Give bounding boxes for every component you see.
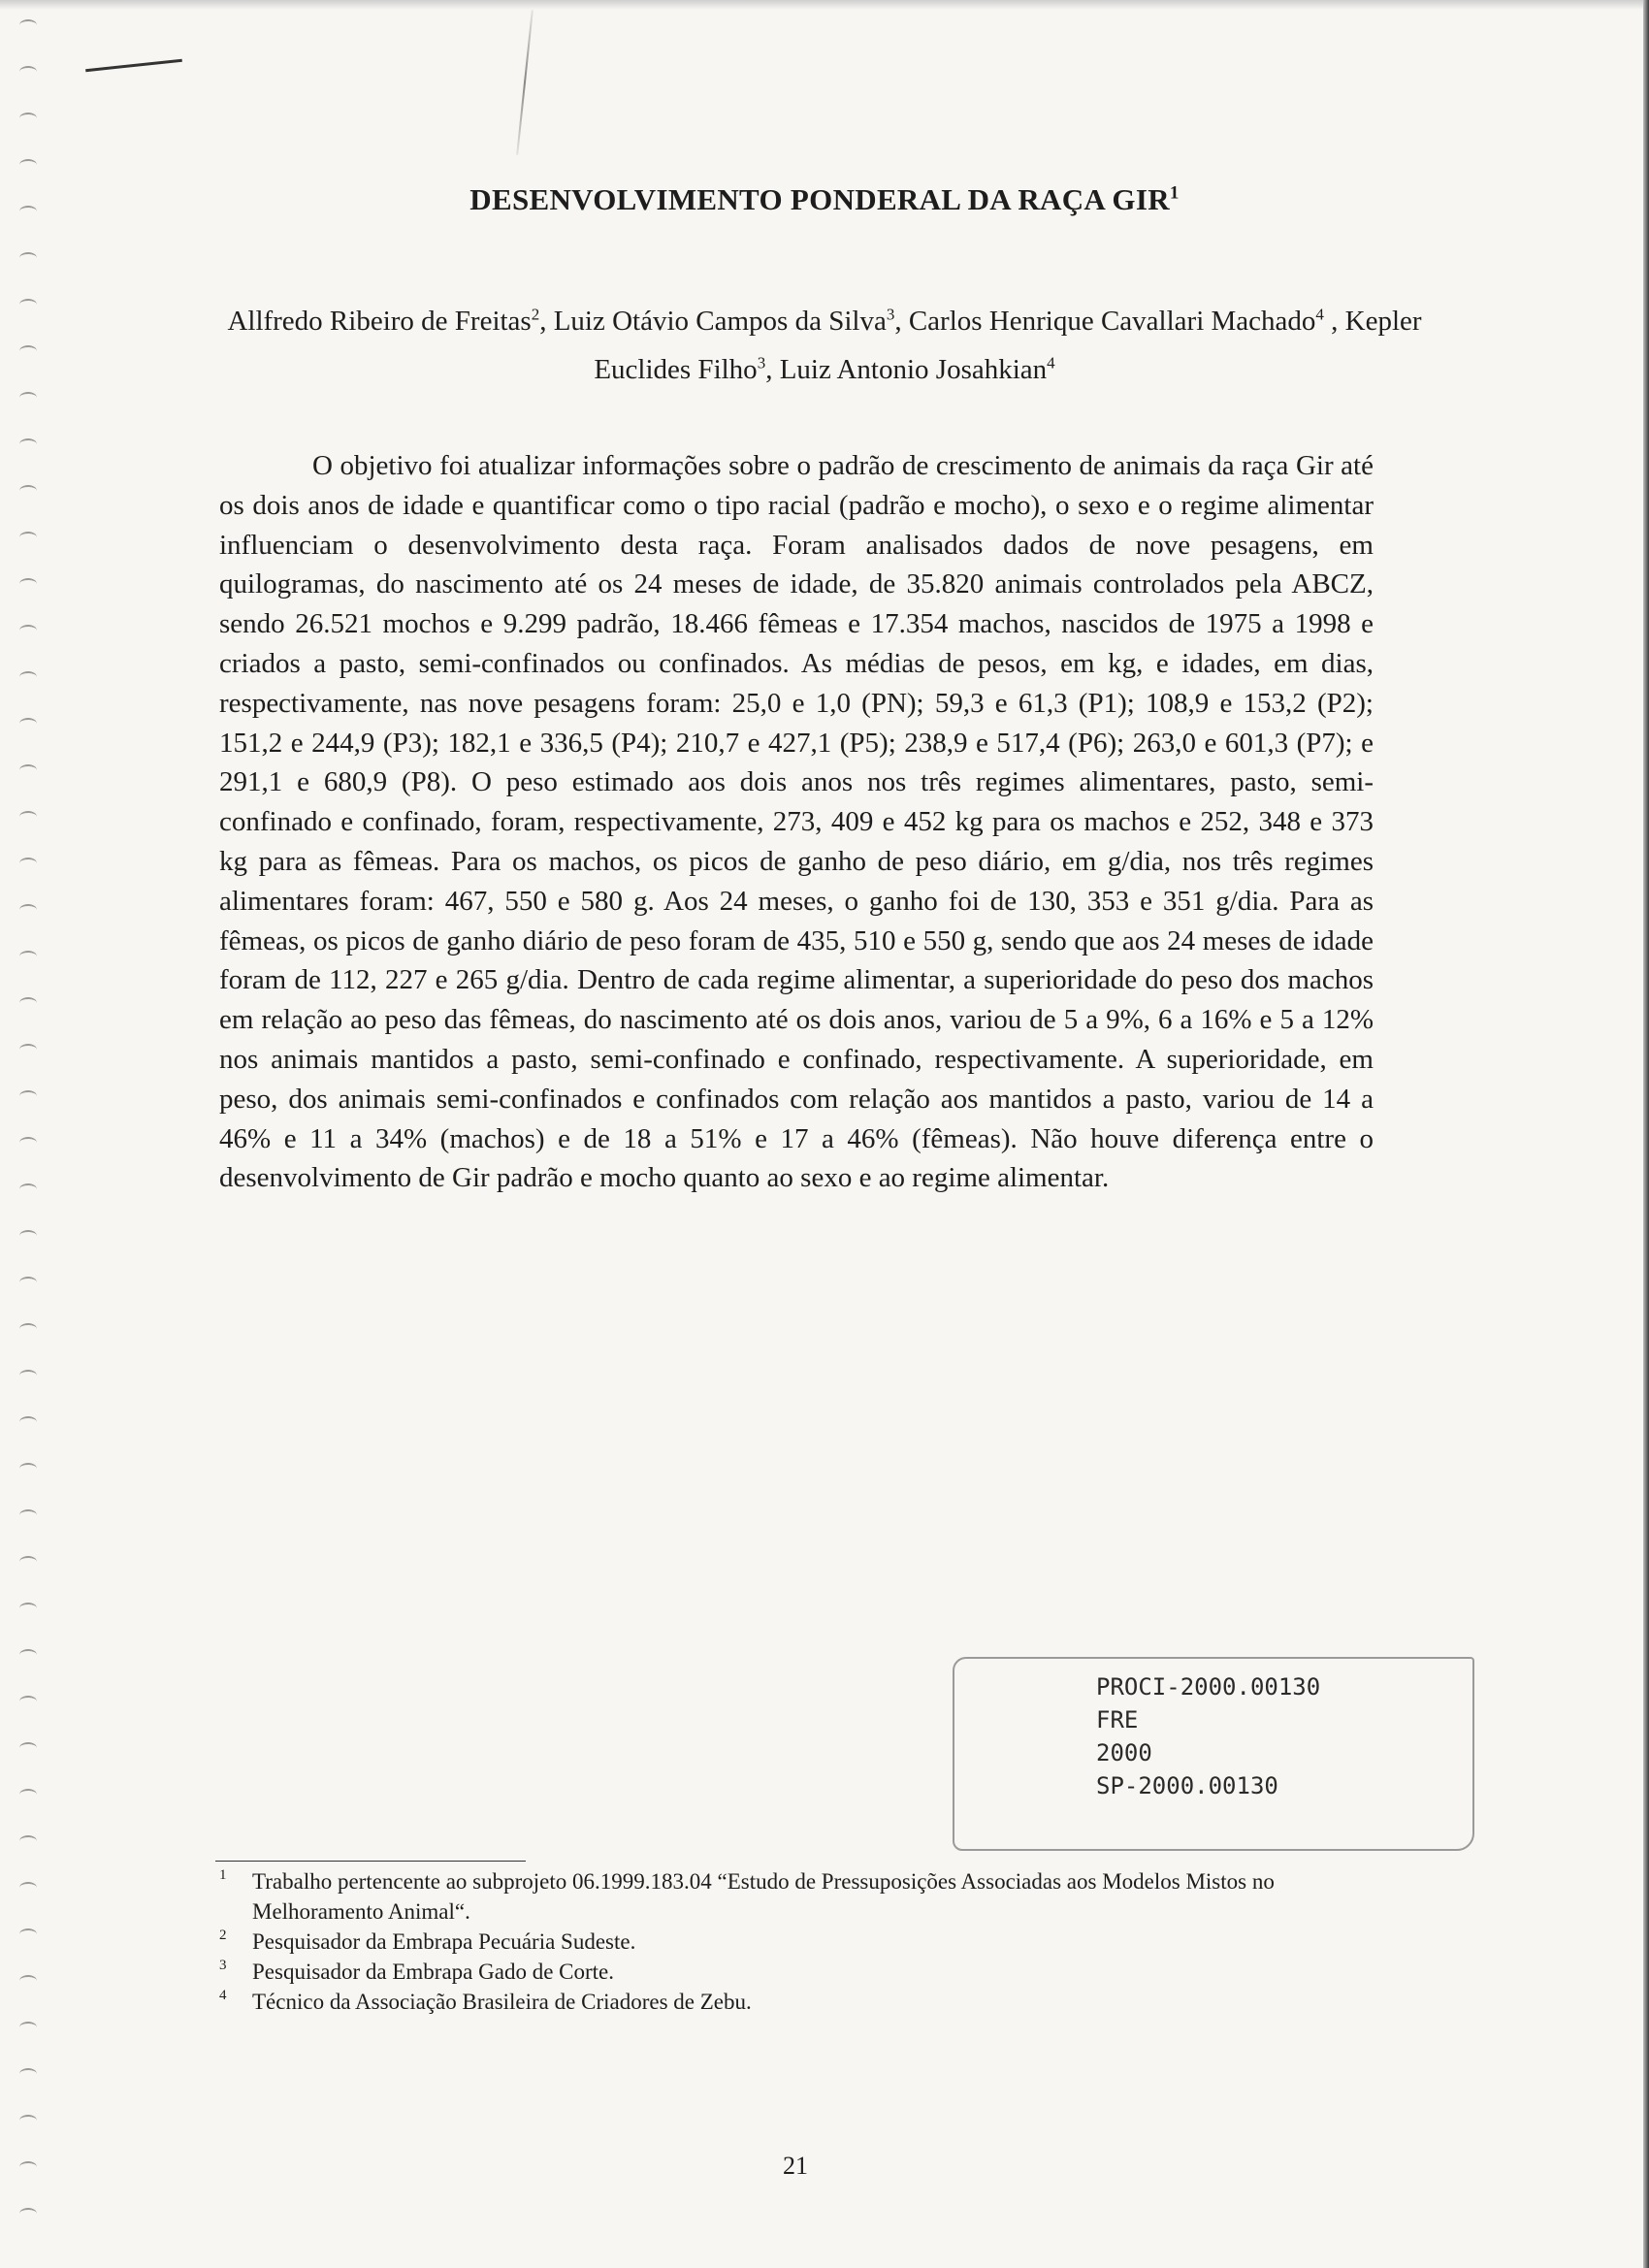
footnote-number: 4	[219, 1988, 227, 2003]
binder-hole	[19, 299, 37, 310]
scan-top-shadow	[0, 0, 1649, 10]
binder-hole	[19, 2208, 37, 2219]
binder-hole	[19, 345, 37, 357]
binder-holes	[19, 19, 58, 2251]
binder-hole	[19, 1509, 37, 1521]
binder-hole	[19, 1323, 37, 1335]
title-footnote-ref: 1	[1169, 182, 1180, 204]
binder-hole	[19, 1882, 37, 1894]
author-ref: 4	[1047, 353, 1055, 373]
binder-hole	[19, 19, 37, 31]
footnote	[215, 1866, 1379, 1927]
binder-hole	[19, 1649, 37, 1661]
author-separator: ,	[894, 305, 909, 337]
binder-hole	[19, 1928, 37, 1940]
binder-hole	[19, 392, 37, 404]
author	[909, 306, 1345, 337]
binder-hole	[19, 159, 37, 171]
binder-hole	[19, 904, 37, 916]
author	[227, 306, 553, 337]
author	[554, 306, 909, 337]
author-separator: ,	[765, 354, 780, 386]
footnote-text: Trabalho pertencente ao subprojeto 06.1999.183.04 “Estudo de Pressuposições Associadas aos Modelos Mistos no Melhoramento Animal“.	[252, 1869, 1275, 1924]
author-list	[194, 293, 1455, 391]
binder-hole	[19, 1742, 37, 1754]
footnote-text: Pesquisador da Embrapa Gado de Corte.	[252, 1960, 615, 1984]
binder-hole	[19, 671, 37, 683]
author-ref: 3	[757, 353, 766, 373]
binder-hole	[19, 1090, 37, 1102]
binder-hole	[19, 1603, 37, 1614]
author-ref: 2	[531, 305, 540, 323]
footnote-text: Pesquisador da Embrapa Pecuária Sudeste.	[252, 1929, 636, 1954]
abstract-paragraph	[219, 446, 1374, 1198]
binder-hole	[19, 1975, 37, 1987]
binder-hole	[19, 532, 37, 543]
binder-hole	[19, 1370, 37, 1381]
catalog-stamp	[1096, 1670, 1320, 1802]
binder-hole	[19, 438, 37, 450]
footnote	[215, 1987, 1379, 2017]
stamp-line: 2000	[1096, 1739, 1152, 1766]
author-name: Luiz Otávio Campos da Silva	[553, 305, 887, 337]
footnote	[215, 1957, 1379, 1987]
binder-hole	[19, 625, 37, 636]
binder-hole	[19, 1416, 37, 1428]
binder-hole	[19, 252, 37, 264]
author-name: Carlos Henrique Cavallari Machado	[908, 305, 1316, 337]
binder-hole	[19, 1556, 37, 1568]
abstract-text: O objetivo foi atualizar informações sobre o padrão de crescimento de animais da raça Gir até os dois anos de idade e quantificar como o tipo racial (padrão e mocho), o sexo e o regime alimentar influenciam o desenvolvimento desta raça. Foram analisados dados de nove pesagens, em quilogramas, do nascimento até os 24 meses de idade, de 35.820 animais controlados pela ABCZ, sendo 26.521 mochos e 9.299 padrão, 18.466 fêmeas e 17.354 machos, nascidos de 1975 a 1998 e criados a pasto, semi-confinados ou confinados. As médias de pesos, em kg, e idades, em dias, respectivamente, nas nove pesagens foram: 25,0 e 1,0 (PN); 59,3 e 61,3 (P1); 108,9 e 153,2 (P2); 151,2 e 244,9 (P3); 182,1 e 336,5 (P4); 210,7 e 427,1 (P5); 238,9 e 517,4 (P6); 263,0 e 601,3 (P7); e 291,1 e 680,9 (P8). O peso estimado aos dois anos nos três regimes alimentares, pasto, semi-confinado e confinado, foram, respectivamente, 273, 409 e 452 kg para os machos e 252, 348 e 373 kg para as fêmeas. Para os machos, os picos de ganho de peso diário, em g/dia, nos três regimes alimentares foram: 467, 550 e 580 g. Aos 24 meses, o ganho foi de 130, 353 e 351 g/dia. Para as fêmeas, os picos de ganho diário de peso foram de 435, 510 e 550 g, sendo que aos 24 meses de idade foram de 112, 227 e 265 g/dia. Dentro de cada regime alimentar, a superioridade do peso dos machos em relação ao peso das fêmeas, do nascimento até os dois anos, variou de 5 a 9%, 6 a 16% e 5 a 12% nos animais mantidos a pasto, semi-confinado e confinado, respectivamente. A superioridade, em peso, dos animais semi-confinados e confinados com relação aos mantidos a pasto, variou de 14 a 46% e 11 a 34% (machos) e de 18 a 51% e 17 a 46% (fêmeas). Não houve diferença entre o desenvolvimento de Gir padrão e mocho quanto ao sexo e ao regime alimentar.	[219, 450, 1374, 1194]
footnote-text: Técnico da Associação Brasileira de Criadores de Zebu.	[252, 1990, 752, 2014]
footnotes	[215, 1866, 1379, 2017]
binder-hole	[19, 113, 37, 124]
binder-hole	[19, 951, 37, 962]
author-separator: ,	[1323, 305, 1345, 337]
binder-hole	[19, 578, 37, 590]
document-title	[0, 182, 1649, 217]
binder-hole	[19, 1696, 37, 1707]
binder-hole	[19, 1044, 37, 1055]
author-ref: 3	[886, 305, 895, 323]
author-separator: ,	[539, 305, 554, 337]
binder-hole	[19, 1789, 37, 1800]
binder-hole	[19, 1277, 37, 1288]
binder-hole	[19, 1183, 37, 1195]
page-number: 21	[783, 2152, 808, 2180]
binder-hole	[19, 811, 37, 823]
author	[780, 354, 1055, 385]
stamp-line: SP-2000.00130	[1096, 1772, 1278, 1799]
footnote-number: 2	[219, 1928, 227, 1943]
author-name: Allfredo Ribeiro de Freitas	[227, 305, 532, 337]
footnote	[215, 1927, 1379, 1957]
footnote-number: 3	[219, 1958, 227, 1973]
binder-hole	[19, 1463, 37, 1474]
author-ref: 4	[1315, 305, 1324, 323]
scan-mark	[516, 10, 534, 154]
page-edge	[1643, 0, 1649, 2268]
stamp-line: PROCI-2000.00130	[1096, 1673, 1321, 1701]
binder-hole	[19, 764, 37, 776]
binder-hole	[19, 2068, 37, 2080]
binder-hole	[19, 718, 37, 729]
footnote-rule	[215, 1861, 526, 1862]
pen-mark	[85, 59, 182, 72]
binder-hole	[19, 1835, 37, 1847]
binder-hole	[19, 1230, 37, 1242]
binder-hole	[19, 2022, 37, 2033]
binder-hole	[19, 997, 37, 1009]
footnote-number: 1	[219, 1867, 227, 1883]
title-text: DESENVOLVIMENTO PONDERAL DA RAÇA GIR	[469, 182, 1170, 216]
stamp-line: FRE	[1096, 1706, 1139, 1733]
author-name: Luiz Antonio Josahkian	[779, 354, 1048, 386]
binder-hole	[19, 2115, 37, 2126]
binder-hole	[19, 485, 37, 497]
binder-hole	[19, 66, 37, 78]
binder-hole	[19, 858, 37, 869]
author-name: Kepler Euclides Filho	[594, 305, 1422, 386]
binder-hole	[19, 1137, 37, 1149]
